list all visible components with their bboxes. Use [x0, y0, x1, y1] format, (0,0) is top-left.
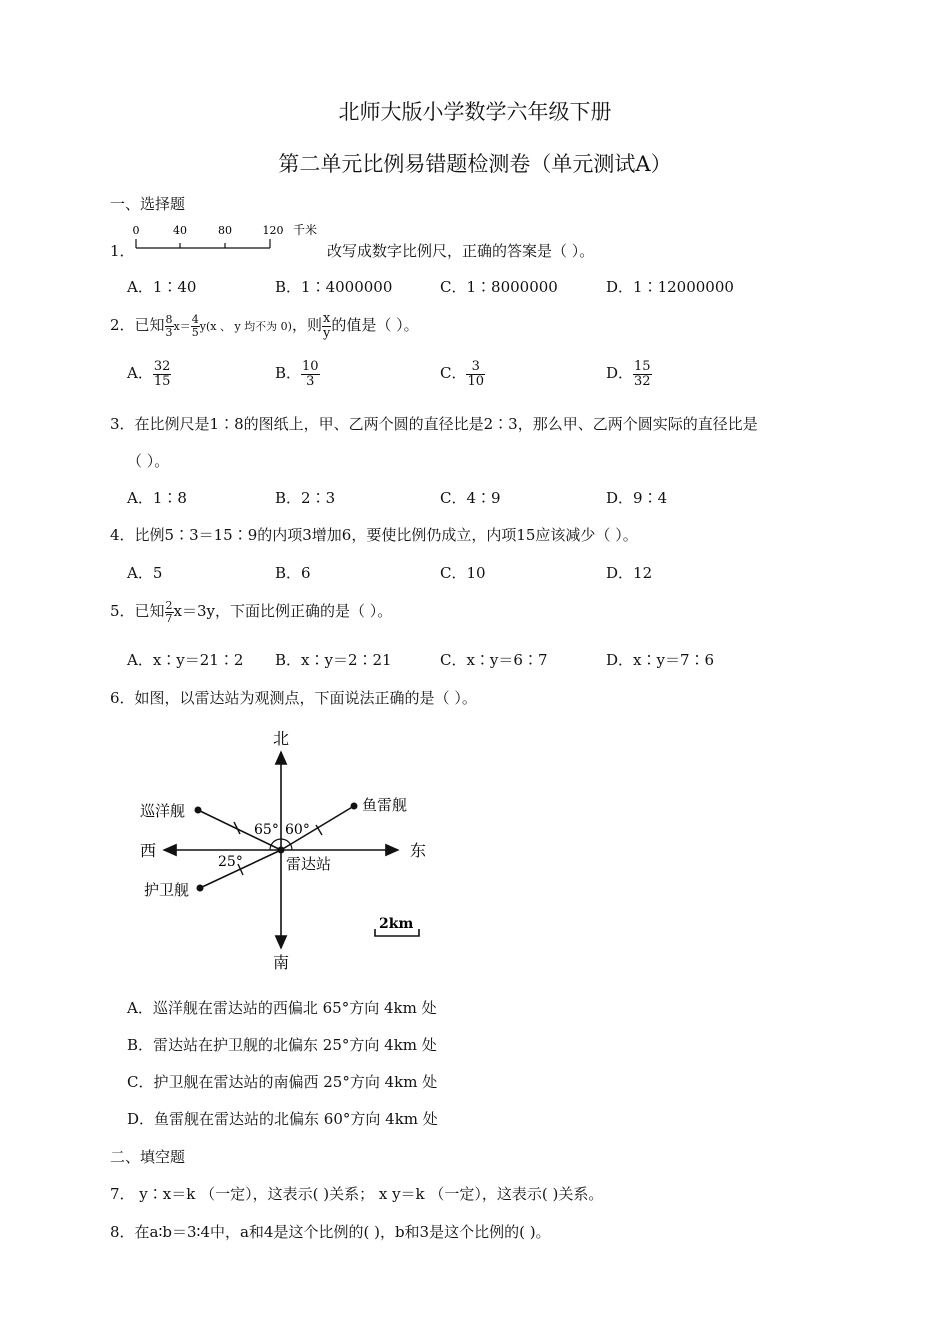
- q5-fraction-2-7: $\frac{2}{7}$: [165, 599, 173, 625]
- radar-direction-figure: [130, 722, 450, 972]
- q2-fraction-x-y: $\frac{x}{y}$: [323, 311, 331, 341]
- q2-x-equals: x＝: [173, 320, 191, 334]
- q2-y: y: [199, 320, 206, 334]
- q5-prefix: 5．已知: [110, 602, 165, 621]
- q2-option-a[interactable]: A． $\frac{32}{15}$: [127, 359, 171, 389]
- q2-suffix: 的值是（ ）。: [331, 316, 419, 335]
- angle-25: 25°: [218, 854, 243, 870]
- scale-tick-120: 120: [262, 224, 284, 237]
- label-radar-station: 雷达站: [286, 855, 332, 873]
- q6-option-b[interactable]: B．雷达站在护卫舰的北偏东 25°方向 4km 处: [127, 1036, 437, 1054]
- q4-option-c[interactable]: C．10: [440, 564, 486, 582]
- cruiser-point: [195, 807, 202, 814]
- label-east: 东: [410, 841, 427, 860]
- q2-condition: (x 、 y 均不为 0): [205, 320, 292, 334]
- q6-option-a[interactable]: A．巡洋舰在雷达站的西偏北 65°方向 4km 处: [127, 999, 437, 1017]
- q6-option-c[interactable]: C．护卫舰在雷达站的南偏西 25°方向 4km 处: [127, 1073, 438, 1091]
- q4-option-b[interactable]: B．6: [275, 564, 311, 582]
- q3-option-d[interactable]: D．9∶4: [606, 489, 668, 507]
- label-south: 南: [273, 953, 290, 972]
- q1-option-d[interactable]: D．1∶12000000: [606, 278, 734, 296]
- q2-option-d[interactable]: D． $\frac{15}{32}$: [606, 359, 651, 389]
- scale-tick-80: 80: [218, 224, 232, 237]
- q3-option-b[interactable]: B．2∶3: [275, 489, 336, 507]
- section-heading-fill-in: 二、填空题: [110, 1148, 186, 1166]
- q4-option-a[interactable]: A．5: [127, 564, 163, 582]
- label-frigate: 护卫舰: [144, 881, 190, 899]
- scale-tick-0: 0: [132, 224, 140, 237]
- q2-stem: [110, 312, 419, 340]
- q1-number: 1．: [110, 242, 135, 260]
- frigate-point: [197, 885, 204, 892]
- document-title: 北师大版小学数学六年级下册: [338, 100, 612, 124]
- angle-60: 60°: [285, 822, 310, 838]
- q5-suffix: x＝3y，下面比例正确的是（ ）。: [173, 602, 393, 621]
- q1-text: 改写成数字比例尺，正确的答案是（ ）。: [327, 242, 595, 260]
- q5-option-a[interactable]: A．x∶y＝21∶2: [127, 651, 244, 669]
- q3-option-a[interactable]: A．1∶8: [127, 489, 187, 507]
- document-subtitle: 第二单元比例易错题检测卷（单元测试A）: [278, 152, 672, 176]
- line-scale-figure: [130, 222, 330, 258]
- q2-option-b[interactable]: B． $\frac{10}{3}$: [275, 359, 319, 389]
- q2-fraction-8-3: $\frac{8}{3}$: [165, 313, 173, 339]
- q5-option-c[interactable]: C．x∶y＝6∶7: [440, 651, 548, 669]
- q1-option-c[interactable]: C．1∶8000000: [440, 278, 558, 296]
- q3-text-line2: （ ）。: [127, 452, 170, 470]
- q6-option-d[interactable]: D．鱼雷舰在雷达站的北偏东 60°方向 4km 处: [127, 1110, 438, 1128]
- scale-bar-label: 2km: [379, 916, 414, 932]
- q3-option-c[interactable]: C．4∶9: [440, 489, 501, 507]
- center-point: [278, 847, 285, 854]
- q6-text: 6．如图，以雷达站为观测点，下面说法正确的是（ ）。: [110, 689, 477, 707]
- torpedo-boat-point: [351, 803, 358, 810]
- scale-unit-label: 千米: [293, 223, 318, 237]
- q7-text: 7． y∶x＝k （一定），这表示( )关系； x y＝k （一定），这表示( )关系。: [110, 1185, 604, 1203]
- q8-text: 8．在a∶b＝3∶4中，a和4是这个比例的( )，b和3是这个比例的( )。: [110, 1223, 551, 1241]
- q2-then: ，则: [291, 316, 322, 335]
- q4-text: 4．比例5∶3＝15∶9的内项3增加6，要使比例仍成立，内项15应该减少（ ）。: [110, 526, 638, 544]
- q5-stem: [110, 600, 392, 624]
- section-heading-choice: 一、选择题: [110, 195, 186, 213]
- label-north: 北: [273, 729, 290, 748]
- q5-option-d[interactable]: D．x∶y＝7∶6: [606, 651, 715, 669]
- q1-option-a[interactable]: A．1∶40: [127, 278, 197, 296]
- label-west: 西: [140, 841, 157, 860]
- q2-prefix: 2．已知: [110, 316, 165, 335]
- q5-option-b[interactable]: B．x∶y＝2∶21: [275, 651, 392, 669]
- label-torpedo-boat: 鱼雷舰: [362, 796, 408, 814]
- q3-text-line1: 3．在比例尺是1∶8的图纸上，甲、乙两个圆的直径比是2∶3，那么甲、乙两个圆实际的直径比是: [110, 415, 758, 433]
- angle-65: 65°: [254, 822, 279, 838]
- q2-option-c[interactable]: C． $\frac{3}{10}$: [440, 359, 485, 389]
- q4-option-d[interactable]: D．12: [606, 564, 653, 582]
- q1-option-b[interactable]: B．1∶4000000: [275, 278, 393, 296]
- scale-tick-40: 40: [173, 224, 187, 237]
- label-cruiser: 巡洋舰: [140, 802, 186, 820]
- q2-fraction-4-5: $\frac{4}{5}$: [191, 313, 199, 339]
